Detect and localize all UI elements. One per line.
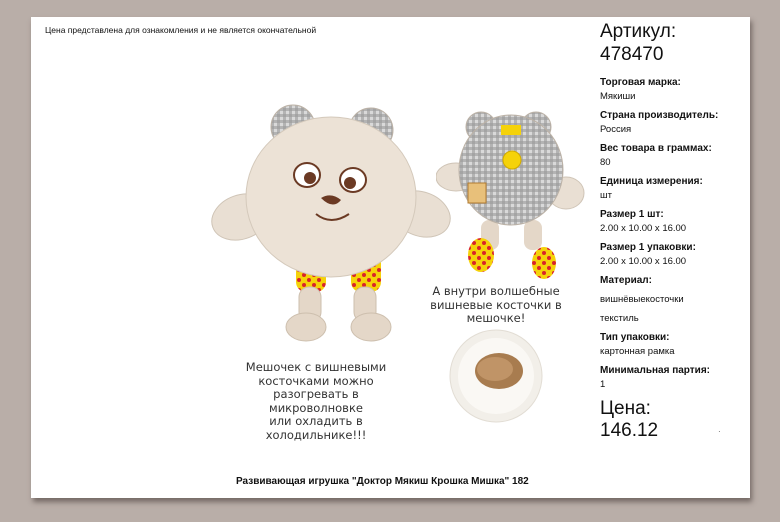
price-label: Цена: [600, 398, 651, 419]
spec-brand-value: Мякиши [600, 91, 636, 102]
spec-weight-label: Вес товара в граммах: [600, 143, 712, 154]
spec-weight-value: 80 [600, 157, 611, 168]
spec-country-label: Страна производитель: [600, 110, 719, 121]
spec-material-value-2: текстиль [600, 313, 639, 324]
spec-min-batch-value: 1 [600, 379, 606, 390]
price-value: 146.12 [600, 420, 659, 441]
bear-toy-back-image [436, 105, 586, 290]
caption-line: А внутри волшебные [432, 284, 560, 298]
spec-package-label: Тип упаковки: [600, 332, 670, 343]
spec-unit-label: Единица измерения: [600, 176, 703, 187]
price-disclaimer: Цена представлена для ознакомления и не является окончательной [45, 25, 317, 35]
caption-line: вишневые косточки в мешочке! [430, 297, 562, 325]
spec-package-value: картонная рамка [600, 346, 675, 357]
article-label: Артикул: [600, 21, 677, 42]
product-sheet [31, 17, 750, 498]
cherry-seeds-bag-image [449, 329, 544, 424]
spec-material-label: Материал: [600, 275, 652, 286]
spec-pack-size-label: Размер 1 упаковки: [600, 242, 696, 253]
caption-line: или охладить в холодильнике!!! [265, 414, 367, 442]
caption-inside-seeds [411, 285, 581, 326]
spec-unit-value: шт [600, 190, 612, 201]
spec-item-size-label: Размер 1 шт: [600, 209, 664, 220]
caption-line: косточками можно [258, 373, 374, 388]
spec-pack-size-value: 2.00 x 10.00 x 16.00 [600, 256, 687, 267]
dot-mark: · [718, 427, 721, 436]
caption-bag-usage [236, 361, 396, 442]
spec-brand-label: Торговая марка: [600, 77, 681, 88]
caption-line: Мешочек с вишневыми [245, 360, 387, 374]
spec-material-value-1: вишнёвыекосточки [600, 294, 684, 305]
spec-country-value: Россия [600, 124, 632, 135]
spec-item-size-value: 2.00 x 10.00 x 16.00 [600, 223, 687, 234]
caption-line: разогревать в микроволновке [269, 387, 363, 415]
article-number: 478470 [600, 44, 664, 65]
spec-min-batch-label: Минимальная партия: [600, 365, 710, 376]
product-title: Развивающая игрушка "Доктор Мякиш Крошка Мишка" 182 [236, 476, 529, 487]
